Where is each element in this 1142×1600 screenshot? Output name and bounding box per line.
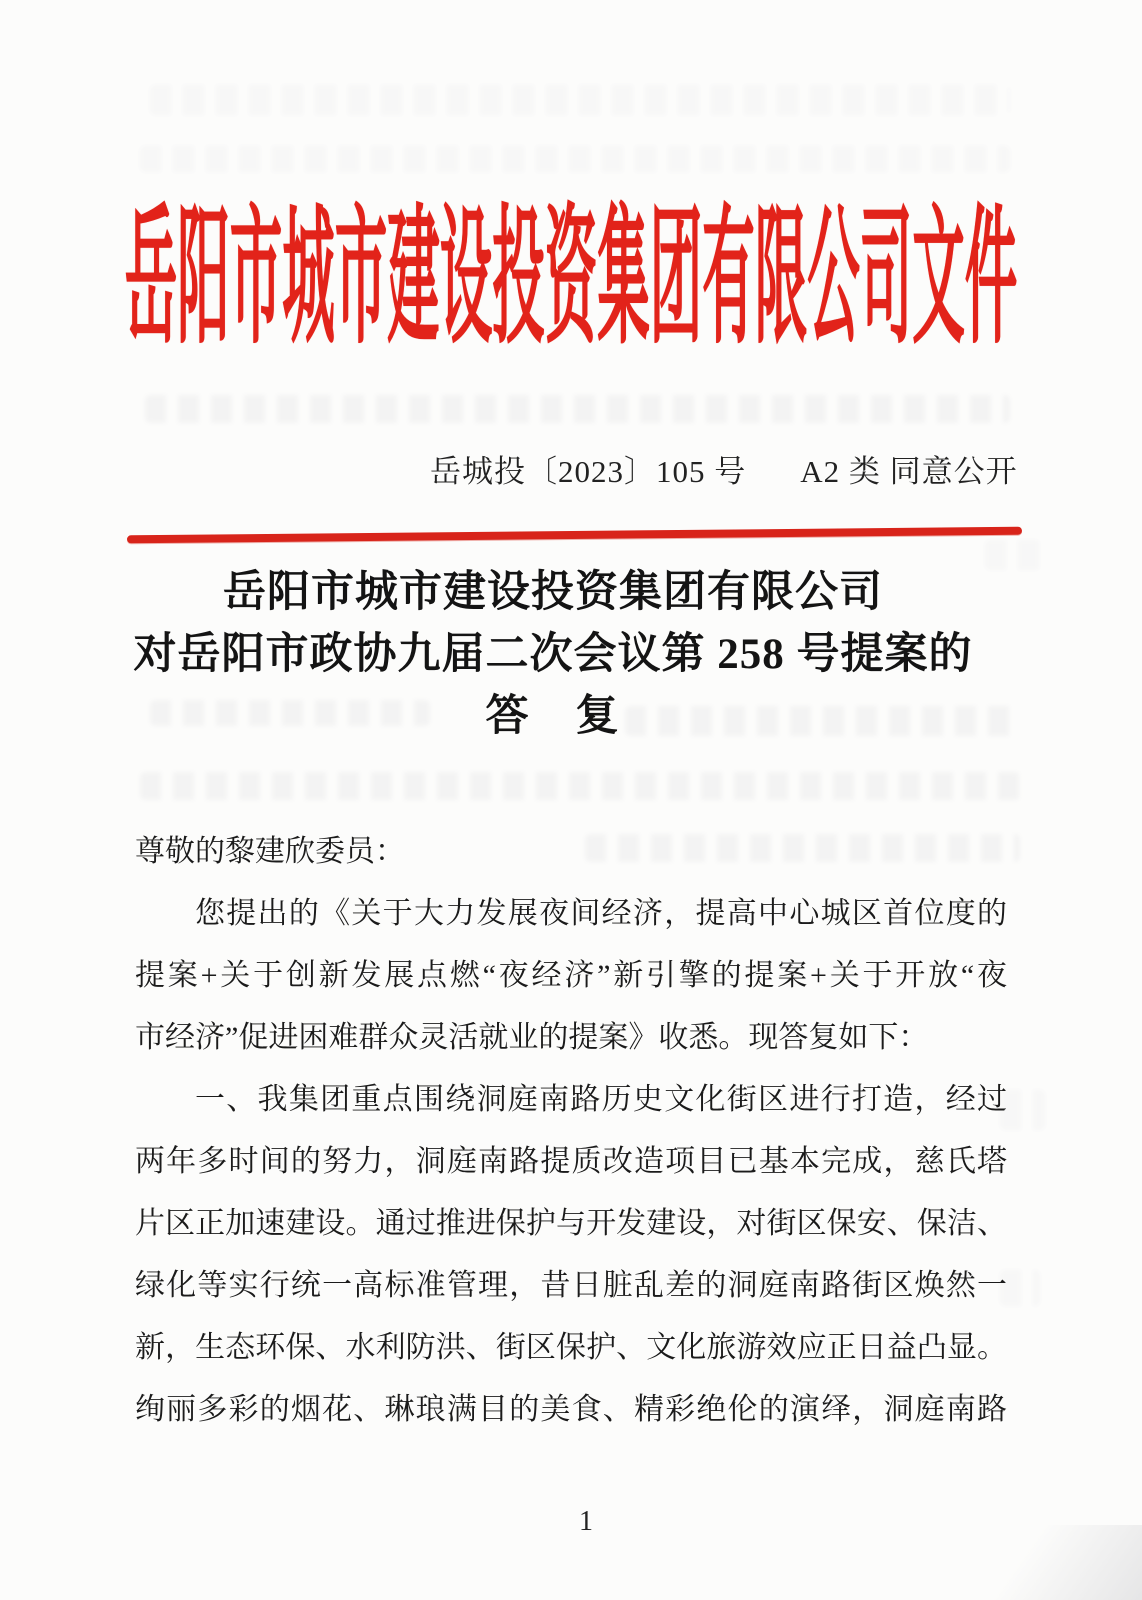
paragraph-1-line: 您提出的《关于大力发展夜间经济，提高中心城区首位度的 — [195, 897, 1007, 930]
paragraph-2-line: 新，生态环保、水利防洪、街区保护、文化旅游效应正日益凸显。 — [135, 1331, 1007, 1364]
paragraph-2-line: 片区正加速建设。通过推进保护与开发建设，对街区保安、保洁、 — [135, 1207, 1007, 1240]
document-number-line — [430, 452, 1018, 492]
title-line-2: 对岳阳市政协九届二次会议第 258 号提案的 — [133, 631, 973, 678]
bleed-through-artifact — [145, 395, 1010, 423]
org-title-text: 岳阳市城市建设投资集团有限公司文件 — [124, 196, 1018, 362]
page-number: 1 — [579, 1506, 593, 1537]
classification-label: A2 类 同意公开 — [800, 454, 1018, 489]
title-line-1: 岳阳市城市建设投资集团有限公司 — [223, 569, 883, 616]
paragraph-1-line: 提案+关于创新发展点燃“夜经济”新引擎的提案+关于开放“夜 — [135, 959, 1007, 992]
bleed-through-artifact — [140, 146, 1010, 172]
red-divider-rule — [127, 527, 1022, 544]
document-letterhead — [0, 196, 1142, 362]
doc-number: 岳城投〔2023〕105 号 — [430, 454, 747, 489]
title-line-3: 答 复 — [485, 693, 621, 740]
salutation: 尊敬的黎建欣委员： — [135, 835, 405, 868]
paragraph-1-line: 市经济”促进困难群众灵活就业的提案》收悉。现答复如下： — [135, 1021, 929, 1054]
document-title — [0, 562, 1106, 748]
paragraph-2-line: 绿化等实行统一高标准管理，昔日脏乱差的洞庭南路街区焕然一 — [135, 1269, 1007, 1302]
bleed-through-artifact — [140, 772, 1020, 800]
document-body — [135, 821, 1007, 1441]
bleed-through-artifact — [150, 85, 1010, 115]
paragraph-2-line: 绚丽多彩的烟花、琳琅满目的美食、精彩绝伦的演绎，洞庭南路 — [135, 1393, 1007, 1426]
paragraph-2-line: 一、我集团重点围绕洞庭南路历史文化街区进行打造，经过 — [195, 1083, 1007, 1116]
paragraph-2-line: 两年多时间的努力，洞庭南路提质改造项目已基本完成，慈氏塔 — [135, 1145, 1007, 1178]
